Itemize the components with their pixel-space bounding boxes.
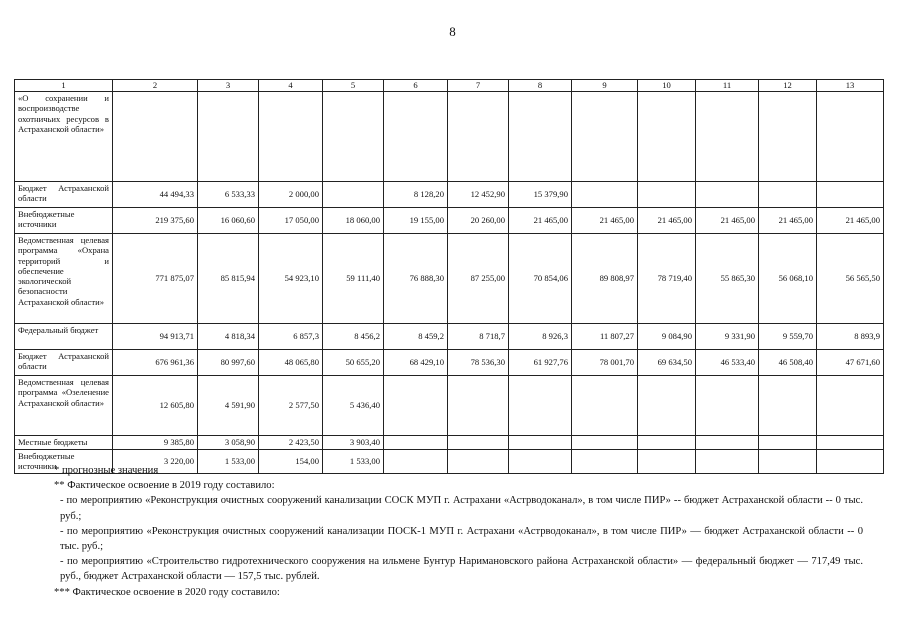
row-label: «О сохранении и воспроизводстве охотничьих ресурсов в Астраханской области» — [15, 92, 113, 182]
header-cell: 8 — [509, 80, 572, 92]
table-cell — [198, 92, 259, 182]
table-cell — [448, 436, 509, 450]
table-cell: 5 436,40 — [323, 376, 384, 436]
table-cell: 47 671,60 — [817, 350, 884, 376]
table-row — [15, 350, 884, 376]
header-cell: 9 — [572, 80, 638, 92]
header-cell: 6 — [384, 80, 448, 92]
row-label: Ведомственная целевая программа «Охрана территорий и обеспечение экологической безопасности Астраханской области» — [15, 234, 113, 324]
table-cell — [638, 182, 696, 208]
table-cell: 9 331,90 — [696, 324, 759, 350]
row-label: Внебюджетные источники — [15, 450, 113, 474]
table-cell: 154,00 — [259, 450, 323, 474]
table-cell — [323, 92, 384, 182]
table-cell: 21 465,00 — [817, 208, 884, 234]
table-cell — [572, 92, 638, 182]
table-cell: 59 111,40 — [323, 234, 384, 324]
table-cell: 21 465,00 — [509, 208, 572, 234]
table-cell: 61 927,76 — [509, 350, 572, 376]
table-cell — [384, 92, 448, 182]
table-cell: 78 719,40 — [638, 234, 696, 324]
table-cell: 8 893,9 — [817, 324, 884, 350]
table-header-row — [15, 80, 884, 92]
table-cell: 8 459,2 — [384, 324, 448, 350]
table-cell: 50 655,20 — [323, 350, 384, 376]
table-cell: 1 533,00 — [198, 450, 259, 474]
table-cell — [696, 182, 759, 208]
row-label: Ведомственная целевая программа «Озеленение Астраханской области» — [15, 376, 113, 436]
table-cell: 2 423,50 — [259, 436, 323, 450]
table-cell: 78 536,30 — [448, 350, 509, 376]
table-cell — [572, 436, 638, 450]
table-cell: 46 533,40 — [696, 350, 759, 376]
header-cell: 13 — [817, 80, 884, 92]
table-cell: 6 857,3 — [259, 324, 323, 350]
table-cell: 89 808,97 — [572, 234, 638, 324]
table-cell: 3 220,00 — [113, 450, 198, 474]
table-cell: 80 997,60 — [198, 350, 259, 376]
table-cell — [759, 376, 817, 436]
table-cell: 17 050,00 — [259, 208, 323, 234]
row-label: Внебюджетные источники — [15, 208, 113, 234]
footnote-2019: ** Фактическое освоение в 2019 году составило: — [54, 480, 275, 492]
footnote-item: - по мероприятию «Реконструкция очистных сооружений канализации СОСК МУП г. Астрахани «Астрводоканал», в том числе ПИР» -- бюджет Астраханской области -- 0 тыс. руб.; — [60, 495, 863, 522]
table-cell: 9 559,70 — [759, 324, 817, 350]
row-label: Федеральный бюджет — [15, 324, 113, 350]
header-cell: 7 — [448, 80, 509, 92]
table-cell: 9 385,80 — [113, 436, 198, 450]
header-cell: 2 — [113, 80, 198, 92]
table-cell: 3 058,90 — [198, 436, 259, 450]
row-label: Бюджет Астраханской области — [15, 350, 113, 376]
table-cell — [509, 436, 572, 450]
table-cell — [448, 376, 509, 436]
table-cell — [572, 182, 638, 208]
table-cell: 8 718,7 — [448, 324, 509, 350]
table-cell: 69 634,50 — [638, 350, 696, 376]
table-cell — [448, 92, 509, 182]
table-cell: 676 961,36 — [113, 350, 198, 376]
table-cell — [509, 92, 572, 182]
table-cell — [384, 436, 448, 450]
table-cell — [759, 92, 817, 182]
table-cell — [759, 182, 817, 208]
table-cell: 4 818,34 — [198, 324, 259, 350]
table-cell: 4 591,90 — [198, 376, 259, 436]
table-cell: 21 465,00 — [759, 208, 817, 234]
table-cell — [696, 436, 759, 450]
footnote-forecast: * прогнозные значения — [54, 465, 159, 476]
table-cell: 85 815,94 — [198, 234, 259, 324]
table-cell: 8 456,2 — [323, 324, 384, 350]
table-cell — [638, 92, 696, 182]
table-cell: 3 903,40 — [323, 436, 384, 450]
table-cell: 94 913,71 — [113, 324, 198, 350]
header-cell: 4 — [259, 80, 323, 92]
table-cell: 771 875,07 — [113, 234, 198, 324]
table-cell: 20 260,00 — [448, 208, 509, 234]
table-cell: 2 000,00 — [259, 182, 323, 208]
table-cell: 16 060,60 — [198, 208, 259, 234]
table-cell: 8 926,3 — [509, 324, 572, 350]
table-cell: 46 508,40 — [759, 350, 817, 376]
table-cell — [509, 376, 572, 436]
table-cell — [817, 436, 884, 450]
table-cell: 12 605,80 — [113, 376, 198, 436]
table-row — [15, 182, 884, 208]
table-row — [15, 234, 884, 324]
header-cell: 3 — [198, 80, 259, 92]
table-cell — [696, 376, 759, 436]
table-cell — [323, 182, 384, 208]
table-cell: 56 565,50 — [817, 234, 884, 324]
table-cell — [259, 92, 323, 182]
table-cell — [696, 92, 759, 182]
header-cell: 1 — [15, 80, 113, 92]
row-label: Бюджет Астраханской области — [15, 182, 113, 208]
budget-table — [14, 79, 884, 474]
header-cell: 10 — [638, 80, 696, 92]
table-cell: 1 533,00 — [323, 450, 384, 474]
table-cell: 70 854,06 — [509, 234, 572, 324]
table-cell — [817, 376, 884, 436]
table-cell: 54 923,10 — [259, 234, 323, 324]
header-cell: 5 — [323, 80, 384, 92]
table-cell — [759, 436, 817, 450]
table-cell: 21 465,00 — [572, 208, 638, 234]
table-cell — [817, 92, 884, 182]
table-cell: 68 429,10 — [384, 350, 448, 376]
table-row — [15, 92, 884, 182]
table-cell: 11 807,27 — [572, 324, 638, 350]
table-cell: 76 888,30 — [384, 234, 448, 324]
table-row — [15, 436, 884, 450]
table-cell — [384, 376, 448, 436]
row-label: Местные бюджеты — [15, 436, 113, 450]
footnote-item: - по мероприятию «Реконструкция очистных сооружений канализации ПОСК-1 МУП г. Астрахани «Астрводоканал», в том числе ПИР» — бюджет Астраханской области -- 0 тыс. руб.; — [60, 525, 863, 553]
table-cell — [638, 376, 696, 436]
table-cell: 12 452,90 — [448, 182, 509, 208]
table-cell — [113, 92, 198, 182]
table-cell: 21 465,00 — [638, 208, 696, 234]
footnotes — [14, 463, 863, 600]
table-cell — [638, 436, 696, 450]
table-cell: 8 128,20 — [384, 182, 448, 208]
table-cell: 21 465,00 — [696, 208, 759, 234]
table-cell: 44 494,33 — [113, 182, 198, 208]
table-cell: 56 068,10 — [759, 234, 817, 324]
table-cell — [817, 182, 884, 208]
page-number: 8 — [449, 24, 456, 39]
table-cell: 18 060,00 — [323, 208, 384, 234]
table-cell: 87 255,00 — [448, 234, 509, 324]
footnote-2020: *** Фактическое освоение в 2020 году составило: — [54, 586, 280, 598]
table-row — [15, 208, 884, 234]
table-body — [15, 80, 884, 474]
table-cell: 2 577,50 — [259, 376, 323, 436]
table-cell: 219 375,60 — [113, 208, 198, 234]
table-cell — [572, 376, 638, 436]
table-row — [15, 376, 884, 436]
table-cell: 78 001,70 — [572, 350, 638, 376]
table-row — [15, 324, 884, 350]
table-cell: 6 533,33 — [198, 182, 259, 208]
table-cell: 48 065,80 — [259, 350, 323, 376]
table-cell: 55 865,30 — [696, 234, 759, 324]
table-cell: 9 084,90 — [638, 324, 696, 350]
header-cell: 11 — [696, 80, 759, 92]
table-cell: 19 155,00 — [384, 208, 448, 234]
table-cell: 15 379,90 — [509, 182, 572, 208]
footnote-item: - по мероприятию «Строительство гидротехнического сооружения на ильмене Бунтур Наримановского района Астраханской области» — федеральный бюджет — 717,49 тыс. руб., бюджет Астраханской области — 157,5 тыс. рублей. — [60, 556, 863, 583]
header-cell: 12 — [759, 80, 817, 92]
